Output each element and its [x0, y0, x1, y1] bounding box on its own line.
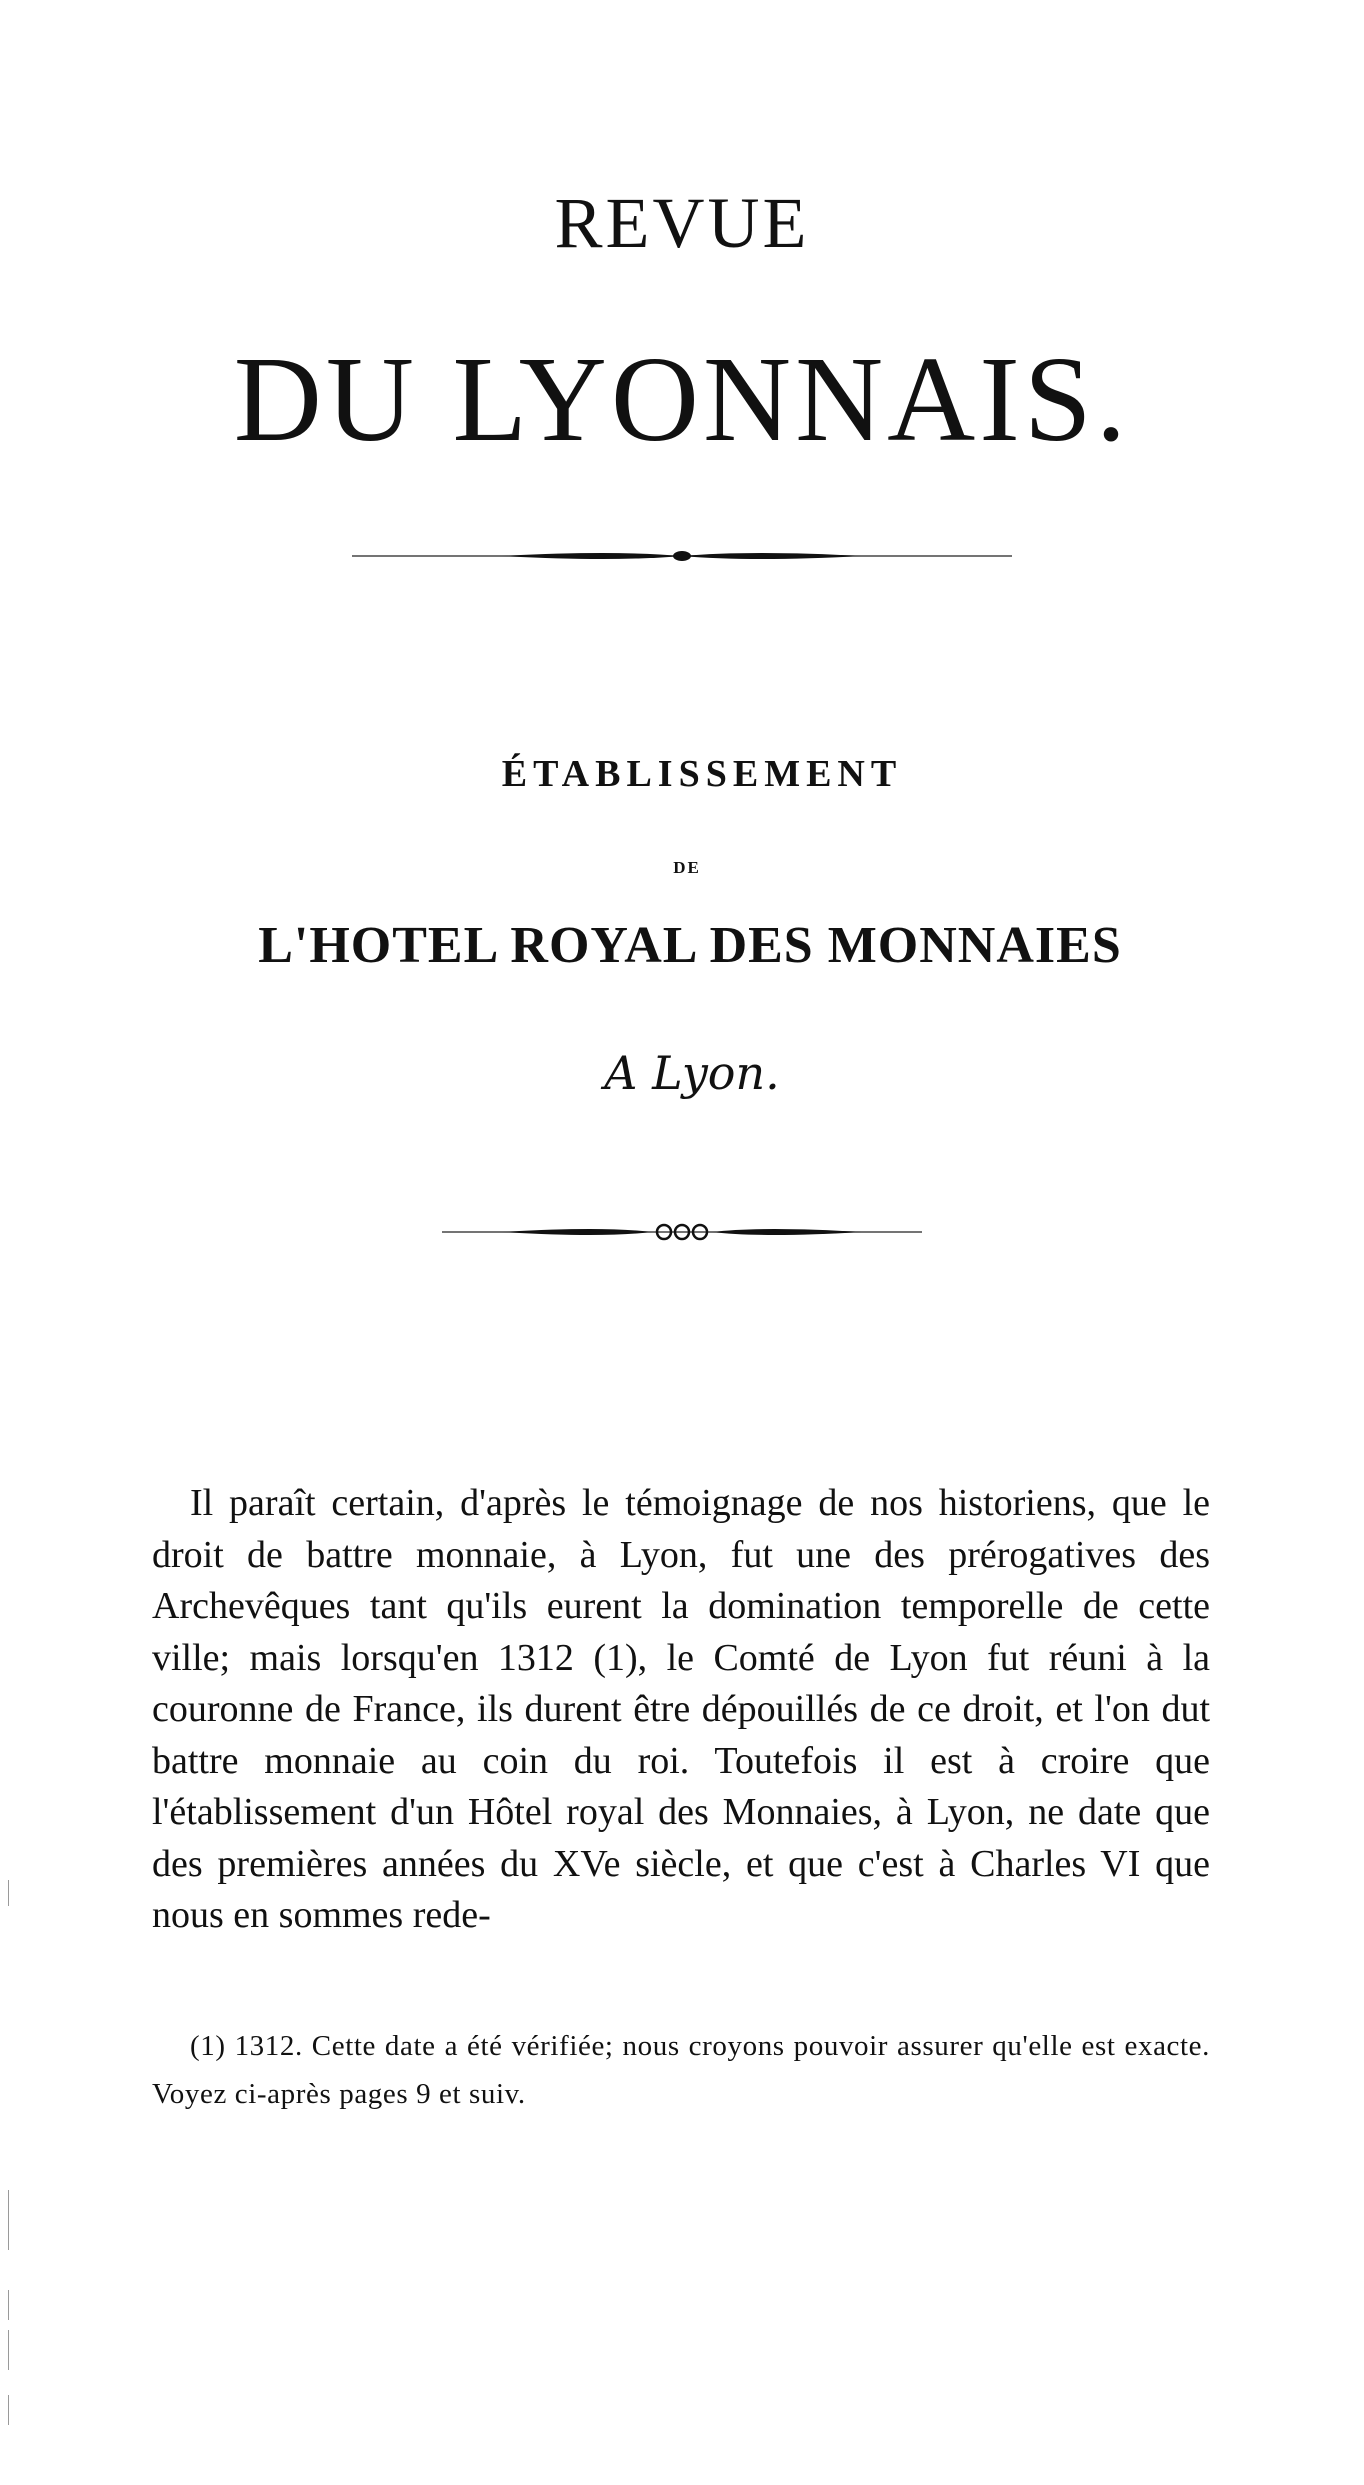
scan-margin-mark — [8, 2395, 9, 2425]
ornamental-rule-top — [0, 548, 1364, 564]
journal-title-line2: DU LYONNAIS. — [233, 332, 1131, 467]
article-heading-line3: A Lyon. — [604, 1046, 780, 1100]
body-paragraph: Il paraît certain, d'après le témoignage de nos historiens, que le droit de battre monnaie, à Lyon, fut une des prérogatives des Archevêques tant qu'ils eurent la domination temporelle de cette ville; mais lorsqu'en 1312 (1), le Comté de Lyon fut réuni à la couronne de France, ils durent être dépouillés de ce droit, et l'on dut battre monnaie au coin du roi. Toutefois il est à croire que l'établissement d'un Hôtel royal des Monnaies, à Lyon, ne date que des premières années du XVe siècle, et que c'est à Charles VI que nous en sommes rede- — [152, 1482, 1210, 1936]
scan-margin-mark — [8, 2290, 9, 2320]
scan-margin-mark — [8, 2190, 9, 2250]
scan-margin-mark — [8, 2330, 9, 2370]
article-heading-line2: L'HOTEL ROYAL DES MONNAIES — [258, 917, 1122, 974]
ornamental-rule-bottom — [0, 1222, 1364, 1242]
scan-margin-mark — [8, 1880, 9, 1906]
footnote: (1) 1312. Cette date a été vérifiée; nous croyons pouvoir assurer qu'elle est exacte. Voyez ci-après pages 9 et suiv. — [152, 2030, 1210, 2110]
journal-title-line1: REVUE — [554, 183, 810, 263]
article-heading-line1: ÉTABLISSEMENT — [501, 753, 903, 795]
article-heading-connector: DE — [673, 858, 701, 877]
